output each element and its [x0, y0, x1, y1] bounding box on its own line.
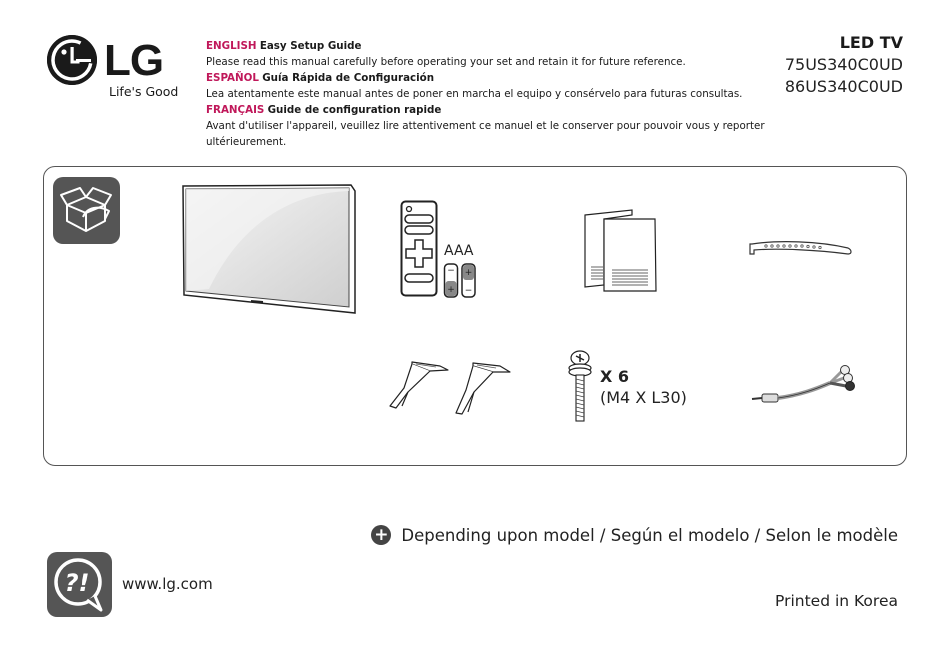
guide-title: Guía Rápida de Configuración	[262, 72, 435, 84]
lg-logo-icon	[47, 35, 97, 85]
package-contents-box	[43, 166, 907, 466]
guide-title: Guide de configuration rapide	[267, 104, 442, 116]
intro-spanish-text: Lea atentamente este manual antes de poner en marcha el equipo y consérvelo para futuras consultas.	[206, 88, 743, 100]
svg-text:?!: ?!	[64, 569, 90, 597]
model-number: 86US340C0UD	[784, 77, 903, 96]
cable-tie-icon	[748, 238, 854, 264]
screw-icon	[565, 350, 595, 428]
stand-legs-icon	[388, 358, 513, 420]
manual-booklet-icon	[582, 207, 660, 297]
av-cable-icon	[750, 365, 856, 409]
intro-french-text-line1: Avant d'utiliser l'appareil, veuillez lire attentivement ce manuel et le conserver pour pouvoir vous y reporter	[206, 120, 765, 132]
model-number: 75US340C0UD	[784, 55, 903, 74]
battery-icon	[443, 261, 479, 303]
brand-tagline: Life's Good	[109, 84, 179, 99]
svg-text:−: −	[447, 266, 455, 276]
svg-text:+: +	[447, 285, 455, 295]
intro-french-heading	[206, 102, 766, 118]
intro-text	[206, 38, 766, 150]
intro-french-text-line2: ultérieurement.	[206, 136, 287, 148]
guide-title: Easy Setup Guide	[259, 40, 362, 52]
battery-label: AAA	[444, 243, 474, 259]
model-dependent-note	[371, 525, 898, 545]
screw-quantity: X 6	[600, 367, 630, 386]
printed-in-label: Printed in Korea	[775, 592, 898, 610]
intro-english-heading	[206, 38, 766, 54]
intro-english-text: Please read this manual carefully before operating your set and retain it for future reference.	[206, 56, 686, 68]
svg-text:+: +	[464, 268, 473, 278]
product-type: LED TV	[839, 33, 903, 52]
brand-name: LG	[104, 36, 164, 85]
language-label: FRANÇAIS	[206, 104, 265, 116]
language-label: ESPAÑOL	[206, 72, 259, 84]
plus-circle-icon: +	[371, 525, 391, 545]
model-info	[785, 32, 903, 98]
remote-control-icon	[400, 200, 440, 302]
help-bubble-icon	[47, 552, 112, 617]
language-label: ENGLISH	[206, 40, 257, 52]
svg-text:−: −	[464, 286, 473, 296]
screw-spec: (M4 X L30)	[600, 388, 687, 407]
note-text: Depending upon model / Según el modelo / Selon le modèle	[401, 525, 898, 545]
tv-icon	[181, 183, 357, 319]
intro-spanish-heading	[206, 70, 766, 86]
unboxing-icon	[53, 177, 120, 244]
website-link[interactable]: www.lg.com	[122, 575, 213, 593]
